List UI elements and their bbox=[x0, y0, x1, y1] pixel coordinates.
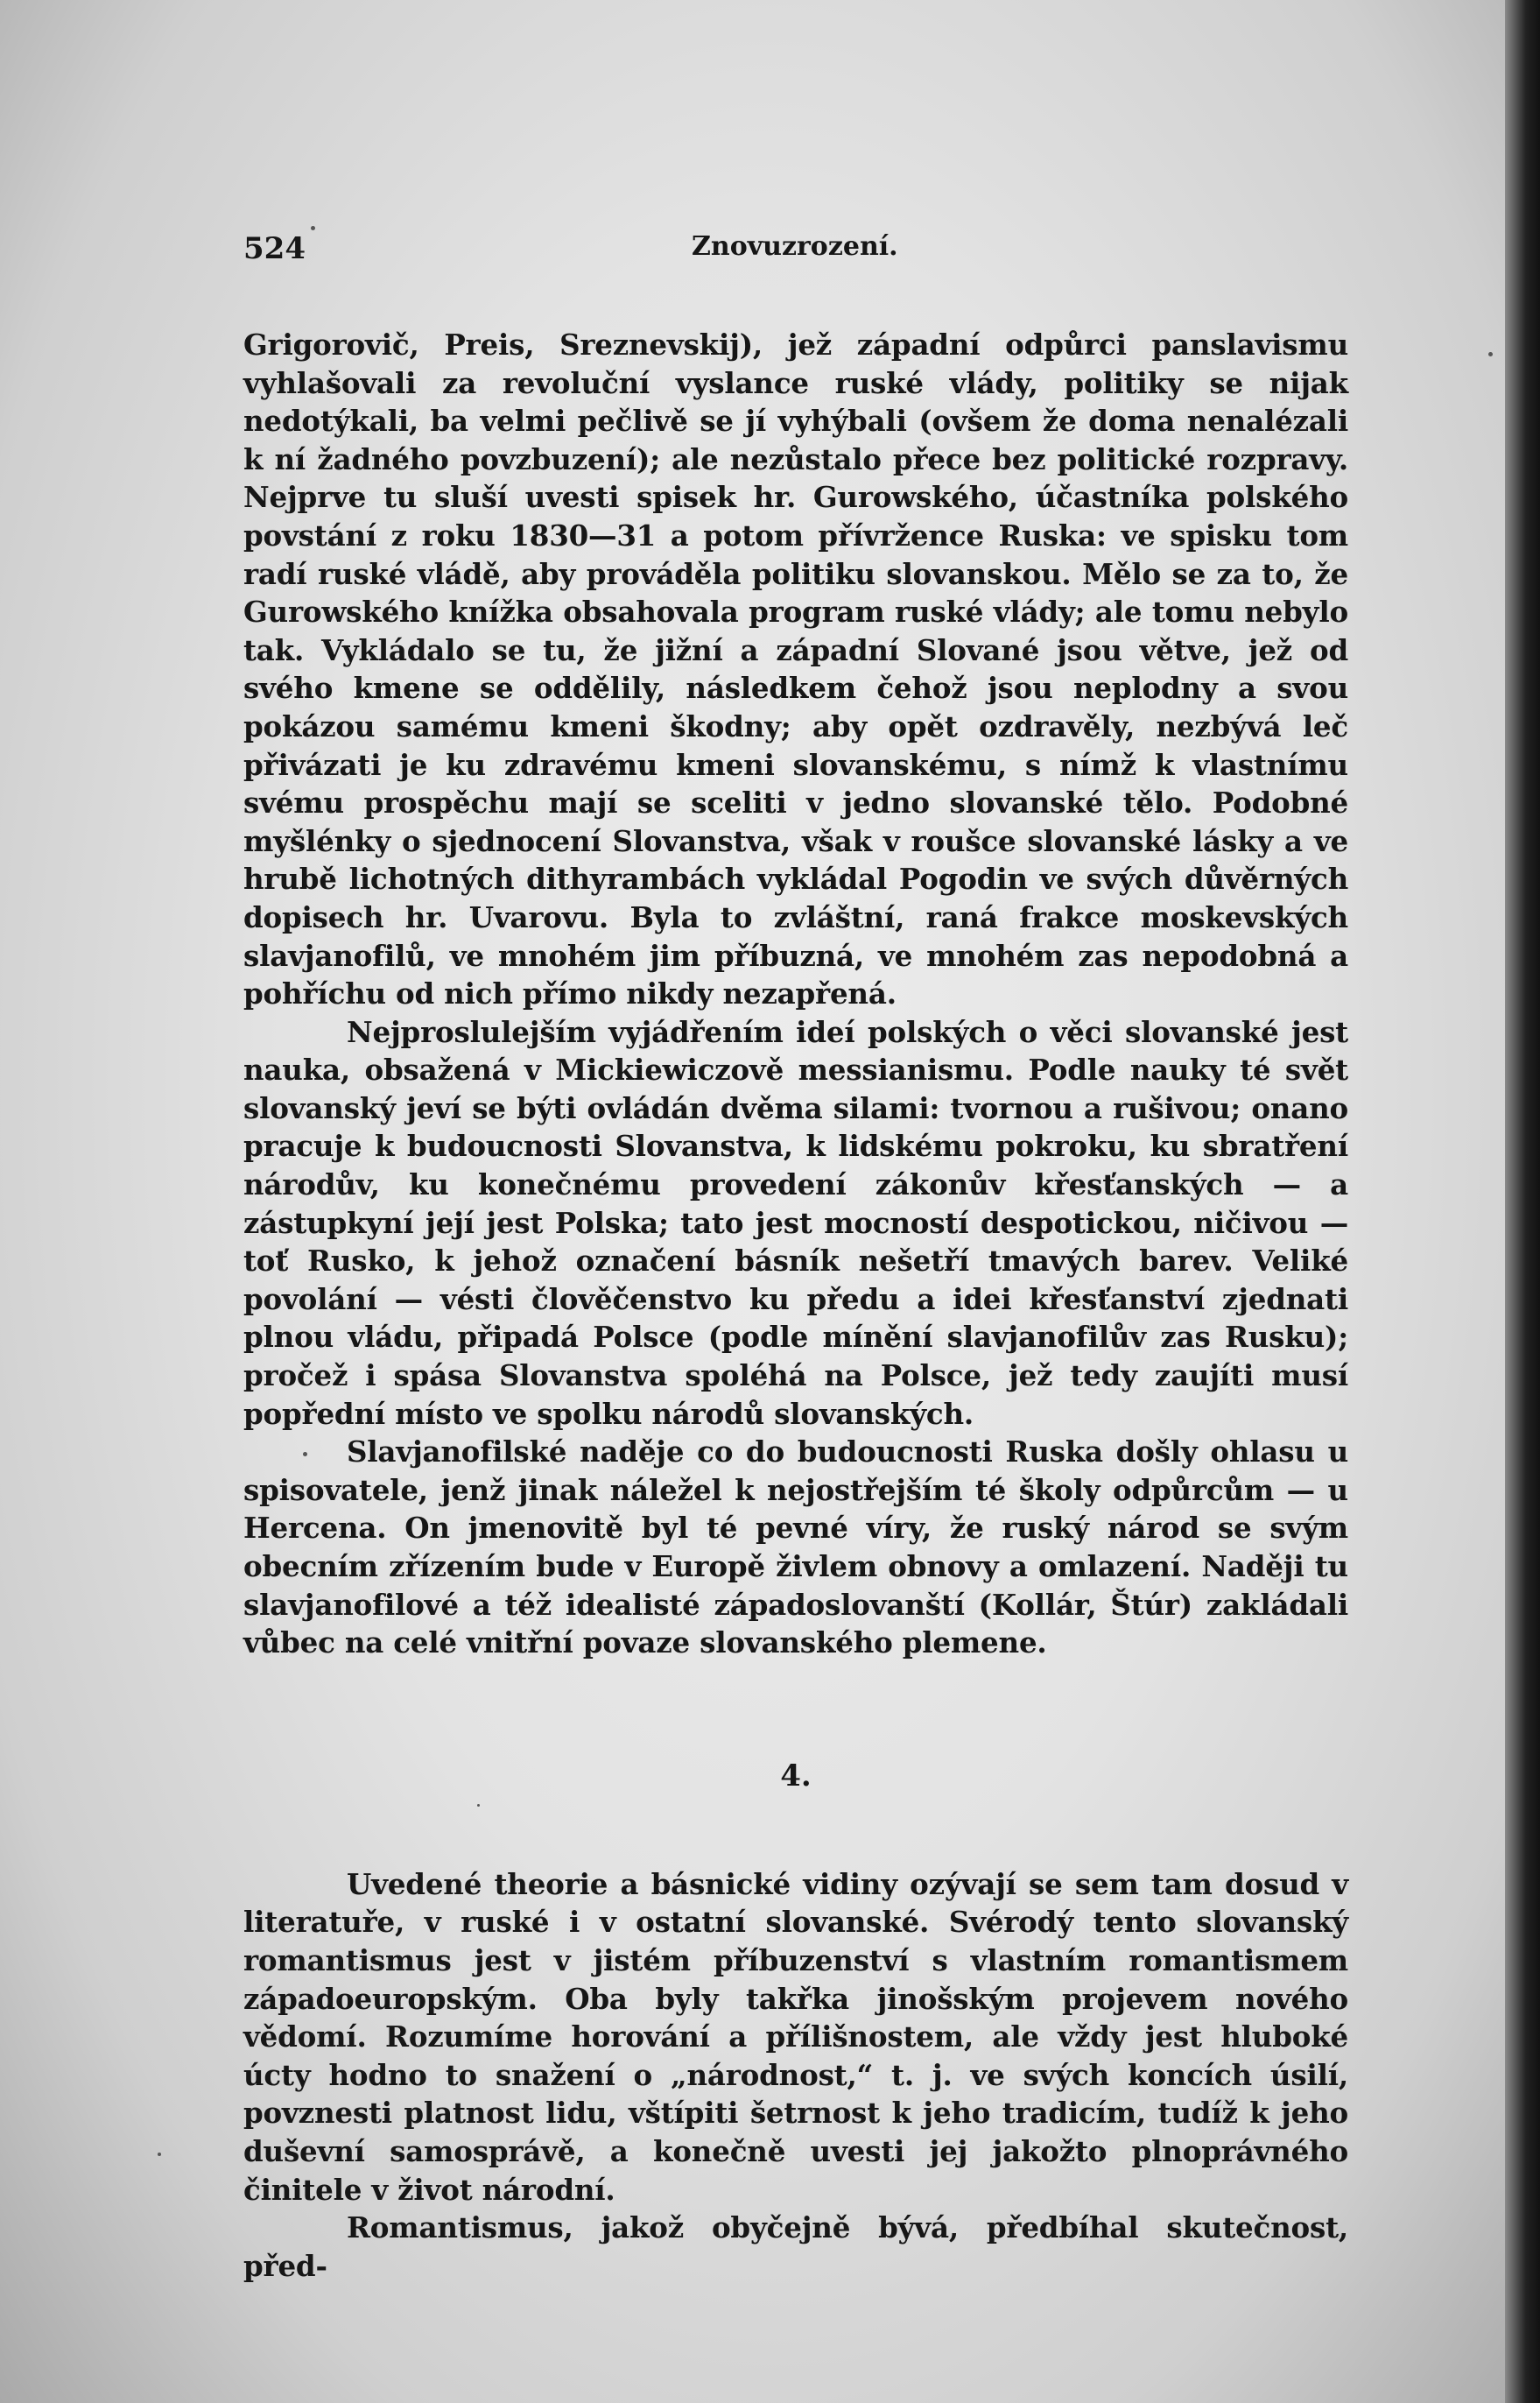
scan-speck bbox=[1488, 352, 1493, 356]
paragraph-continuation: Grigorovič, Preis, Sreznevskij), jež západní odpůrci panslavismu vyhlašovali za revoluční vyslance ruské vlády, politiky se nijak nedotýkali, ba velmi pečlivě se jí vyhýbali (ovšem že doma nenalézali k ní žadného povzbuzení); ale nezůstalo přece bez politické rozpravy. Nejprve tu sluší uvesti spisek hr. Gurowského, účastníka polského povstání z roku 1830—31 a potom přívržence Ruska: ve spisku tom radí ruské vládě, aby prováděla politiku slovanskou. Mělo se za to, že Gurowského knížka obsahovala program ruské vlády; ale tomu nebylo tak. Vykládalo se tu, že jižní a západní Slované jsou větve, jež od svého kmene se oddělily, následkem čehož jsou neplodny a svou pokázou samému kmeni škodny; aby opět ozdravěly, nezbývá leč přivázati je ku zdravému kmeni slovanskému, s nímž k vlastnímu svému prospěchu mají se sceliti v jedno slovanské tělo. Podobné myšlénky o sjednocení Slovanstva, však v roušce slovanské lásky a ve hrubě lichotných dithyrambách vykládal Pogodin ve svých důvěrných dopisech hr. Uvarovu. Byla to zvláštní, raná frakce moskevských slavjanofilů, ve mnohém jim příbuzná, ve mnohém zas nepodobná a pohříchu od nich přímo nikdy nezapřená. bbox=[243, 328, 1348, 1011]
paragraph-romantismus-continued: Romantismus, jakož obyčejně bývá, předbíhal skutečnost, před- bbox=[243, 2210, 1348, 2283]
scan-speck bbox=[158, 2153, 161, 2156]
paragraph-romanticism: Uvedené theorie a básnické vidiny ozývají se sem tam dosud v literatuře, v ruské i v ostatní slovanské. Svérodý tento slovanský romantismus jest v jistém příbuzenství s vlastním romantismem západoeuropským. Oba byly takřka jinošským projevem nového vědomí. Rozumíme horování a přílišnostem, ale vždy jest hluboké úcty hodno to snažení o „národnost,“ t. j. ve svých koncích úsilí, povznesti platnost lidu, vštípiti šetrnost k jeho tradicím, tudíž k jeho duševní samosprávě, a konečně uvesti jej jakožto plnoprávného činitele v život národní. bbox=[243, 1866, 1348, 2207]
binding-edge bbox=[1505, 0, 1540, 2403]
page-body bbox=[243, 326, 1348, 2285]
book-page bbox=[243, 219, 1348, 2285]
page-header bbox=[243, 219, 1348, 271]
section-number: 4. bbox=[780, 1758, 812, 1793]
paragraph-messianism: Nejproslulejším vyjádřením ideí polských o věci slovanské jest nauka, obsažená v Mickiewiczově messianismu. Podle nauky té svět slovanský jeví se býti ovládán dvěma silami: tvornou a rušivou; onano pracuje k budoucnosti Slovanstva, k lidskému pokroku, ku sbratření národův, ku konečnému provedení zákonův křesťanských — a zástupkyní její jest Polska; tato jest mocností despotickou, ničivou — toť Rusko, k jehož označení básník nešetří tmavých barev. Veliké povolání — vésti člověčenstvo ku předu a idei křesťanství zjednati plnou vládu, připadá Polsce (podle mínění slavjanofilův zas Rusku); pročež i spása Slovanstva spoléhá na Polsce, jež tedy zaujíti musí popřední místo ve spolku národů slovanských. bbox=[243, 1014, 1348, 1431]
paragraph-hercen: Slavjanofilské naděje co do budoucnosti Ruska došly ohlasu u spisovatele, jenž jinak náležel k nejostřejším té školy odpůrcům — u Hercena. On jmenovitě byl té pevné víry, že ruský národ se svým obecním zřízením bude v Europě živlem obnovy a omlazení. Naději tu slavjanofilové a též idealisté západoslovanští (Kollár, Štúr) zakládali vůbec na celé vnitřní povaze slovanského plemene. bbox=[243, 1434, 1348, 1660]
page-number: 524 bbox=[243, 231, 306, 266]
running-title: Znovuzrození. bbox=[692, 231, 898, 262]
